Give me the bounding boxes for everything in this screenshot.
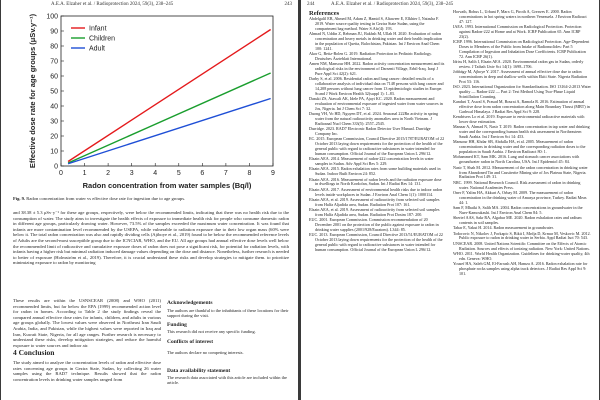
reference-item: WHO. 2011. World Health Organization. Guidelines for drinking-water quality, 4th edn. Geneva: WHO. <box>453 251 590 261</box>
x-tick-label: 8 <box>247 170 252 177</box>
figure-9 <box>13 10 283 195</box>
legend-label: Children <box>89 35 116 43</box>
series-line-adult <box>68 99 271 164</box>
x-tick-label: 5 <box>176 170 181 177</box>
body-paragraph-1: and 38.38 ± 5.3 μSv·y⁻¹ for these age groups, respectively, were below the recommended limits, indicating that there was no health risk due to the consumption of water. The study aims to investigate the health effects of exposure to immediate health risk for people who consume domestic radon in different age groups, particularly drawing water. However, 73.5% of the samples exceeded the maximum water concentration. It was found that infants are more contamination level recommended by the USEPA, while vulnerable to radiation exposure due to their low organ mass (60% were below it. The total radon concentration was also and rapidly dividing cells (Ajiboye et al., 2019) found to be below the recommended reference levels of Adults are the second-most susceptible group due to the ICNCIAR, WHO, and the EU. All age groups had annual effective dose levels well below the recommended limit of radioactive and cumulative exposure doses of radon does not pose a significant risk, for potential for radiation levels, with infants having a higher risk but minimal radiation induced damage values depending on the dose and distance. Nonetheless, further research is needed to better of exposure (Holmström et al., 2019). Therefore, it is crucial understand these risks and develop strategies to mitigate them. to prioritize minimizing exposure to radon by monitoring <box>13 210 289 266</box>
reference-item: Manzar A, Ahmad N, Nasir T. 2019. Radon concentration in tap water and drinking water and the corresponding human health risk assessment in Northeastern Saudi Arabia. Int J Environ Sci 14: 453. <box>453 124 590 140</box>
reference-item: Yousef HA, Saleh GM, El-Farrash AH, Hamza A. 2016. Radon exhalation rate for phosphate rocks samples using alpha track detectors. J Radiat Res Appl Sci 9: 101. <box>453 261 588 276</box>
figure-caption-text: Radon concentration from water vs effective dose rate for ingestion due to age groups. <box>26 196 186 201</box>
y-tick-label: 20 <box>50 133 58 141</box>
reference-item: Oner F, Yalim HA, Akkurt A, Orbay M. 2009. The measurement of radon concentration in the drinking water of Amasya province, Turkey. Radiat Meas 44: 1. <box>453 189 587 205</box>
figure-caption-label: Fig. 9. <box>13 196 26 201</box>
x-tick-label: 7 <box>223 170 228 177</box>
section-heading: 4 Conclusion <box>13 348 55 357</box>
running-title: A.E.A. Elzaher et al. / Radioprotection 2024, 59(3), 238–245 <box>331 2 454 7</box>
reference-item: Horvath, Bohus L, Urbani F, Marx G, Piroth A, Greaves E. 2000. Radon concentrations in hot spring waters in northern Venezuela. J Environ Radioact 47: 127. <box>453 9 587 24</box>
reference-item: Nasir T, Shah M. 2012. Measurement of the radon concentration in drinking water from Abandoned Tin and Cassiterite Mining site of Jos Plateau State, Nigeria. Radiation Prot 149: 31. <box>453 164 588 180</box>
reference-item: EUC. 2013. European Commission, Council Directive 2013/51/EURATOM of 22 October 2013 laying down requirements for the protection of the health of the general public with regard to radioactive substances in water intended for human consumption. Official Journal of the European Union L 296/12. <box>309 232 443 252</box>
reference-item: Mansour HH, Khdar SB, Abdulla HA, et al. 2005. Measurement of radon concentrations in drinking water and the corresponding radiation doses to the population in Saudi Arabia. J Environ Radioact 80: 1. <box>453 139 586 155</box>
reference-item: Darby S, et al. 2006. Residential radon and lung cancer: detailed results of a collaborative analysis of individual data on 7148 persons with lung cancer and 14,208 persons without lung cancer from 13 epidemiologic studies in Europe. Scand J Work Environ Health 32(suppl 1): 1–83. <box>309 76 444 96</box>
y-tick-label: 30 <box>50 118 58 126</box>
ack-text: The authors are thankful to the inhabitants of these locations for their support during the visit. <box>167 308 289 319</box>
references-column-2 <box>453 10 591 398</box>
reference-item: Mohammed KT, Sam MK. 2016. Lung and stomach cancer associations with groundwater radon in North Carolina, USA. Int J Epidemiol 45: 84. <box>453 154 580 165</box>
references-heading: References <box>309 10 340 17</box>
funding-text: This research did not receive any specific funding. <box>167 329 256 334</box>
conclusion-text: The study aimed to analyze the concentration levels of radon and effective dose rates concerning age groups in Gezira State, Sudan, by collecting 26 water samples using the RAD7 technique. Results showed that the radon concentration levels in drinking water samples ranged from <box>13 360 161 382</box>
reference-item: ISO. 2023. International Organization for Standardization. ISO 13164-2:2013 Water quality — Radon-222 — Part 2: Test Method Using Two-Phase Liquid Scintillation Counting. <box>453 84 591 99</box>
page-number: 244 <box>307 2 315 7</box>
reference-item: Duong VH, Vo HD, Nguyen DT, et al. 2024. Seasonal 222Rn activity in spring water from the natural radioactivity anomalies area in North Vietnam. J Radioanal Nucl Chem 333(5): 2557–2545. <box>309 111 439 126</box>
x-axis-label: Radon concentration from water samples (Bq/l) <box>82 181 252 190</box>
data-availability-text: The research data associated with this article are included within the article. <box>167 375 287 386</box>
reference-item: ICRP. 1996. International Commission on Radiological Protection. Age-Dependent Doses to Members of the Public from Intake of Radionuclides: Part 5 Compilation of Ingestion and Inhalation Dose Coefficients. ICRP Publication 72. Ann ICRP 26(1). <box>453 39 590 59</box>
conflicts-text: The authors declare no competing interests. <box>167 350 244 355</box>
x-tick-label: 4 <box>153 170 158 177</box>
reference-item: Kendrisers Lo et al. 2019. Exposure to environmental radioactive materials with lower dose estimation. <box>453 114 585 125</box>
y-tick-label: 40 <box>50 103 58 111</box>
y-tick-label: 50 <box>50 88 58 96</box>
reference-item: Kandari T, Aswal S, Prasad M, Bourai A, Ramola R. 2016. Estimation of annual effective dose from radon concentration along Main Boundary Thrust (MBT) in Garhwal Himalaya. J Radiat Res Appl Sci 9: 228. <box>453 99 590 114</box>
running-title: A.E.A. Elzaher et al. / Radioprotection 2024, 59(3), 238–245 <box>51 2 174 7</box>
reference-item: Akor G, Betiz-Bolen G. 2019. Radiation Protection in Pediatric Radiology. Deutsches Ärzteblatt International. <box>309 50 432 61</box>
series-line-children <box>68 73 271 163</box>
reference-item: EC. 2015. European Commission, Council Directive 2015/1787/EURATOM of 22 October 2013 laying down requirements for the protection of the health of the general public with regard to radioactive substances in water intended for human consumption. Official Journal of the European Union L 296/12. <box>309 136 445 156</box>
reference-item: NRC. 1999. National Research Council. Risk assessment of radon in drinking water. National Academies Press. <box>453 179 581 190</box>
body-paragraph-2: These results are within the USNSCEAR (2008) and WHO (2011) recommended limits, but far below the EPA (1999) recommended action level for radon in homes. According to Table 2 the study findings reveal the compared annual effective dose rates for infants, children, and adults in various age groups globally. The lowest values were observed in Northeast Iran Saudi Arabia, India, and Pakistan, while the highest values were reported in Iraq and Iran, Kuwait State, Nigeria, for all age ranges. Further research is necessary to understand these risks, develop mitigation strategies, and reduce the harmful exposure to water sources and indoor air. <box>13 298 161 348</box>
y-tick-label: 60 <box>50 73 58 81</box>
reference-item: Elzain AEA. 2014. Measurement of radon-222 concentration levels in water samples in Sudan. Adv Appl Sci Res 5: 229. <box>309 156 434 166</box>
reference-item: Elzain AEA. 2017. Assessment of environmental health risks due to indoor radon levels inside workplaces in Sudan. J Environ Anal Chem 1(1): 1000114. <box>309 186 443 197</box>
y-axis-label: Effective dose rate for age groups (μSv.y⁻¹) <box>28 13 37 169</box>
y-tick-label: 70 <box>50 58 58 66</box>
figure-caption <box>13 196 289 202</box>
reference-item: Elzain AEA, et al. 2019. Assessment of radioactivity from selected soil samples from Halfa Aljadida area, Sudan. Radiation Prot 107: 161. <box>309 196 440 207</box>
line-chart <box>13 10 283 195</box>
reference-item: Amen NM, Mansour HH. 2022. Radon activity concentration measurement and its radiological risks in the environment of Darsenti Village, Erbil-Iraq. Iraqi J Pure Appl Sci 42(2): 621. <box>309 61 445 76</box>
legend-label: Infant <box>89 25 107 33</box>
left-page <box>1 0 298 400</box>
y-tick-label: 10 <box>50 148 58 156</box>
reference-item: Todorovic N, Nikolov J, Forkapic S, Bikit I, Mrdja D, Krmar M, Veskovic M. 2012. Public exposure to radon in drinking water in Serbia. Appl Radiat Isot 70: 543. <box>453 230 591 241</box>
ack-heading: Acknowledgements <box>167 300 213 306</box>
reference-item: Sam F, Mhaiki S, Salih MA. 2004. Radon concentrations in groundwater in the Nuer-Kamoukashi. Int J Environ Anal Chem 84: 5. <box>453 204 583 215</box>
data-availability-heading: Data availability statement <box>167 368 231 374</box>
reference-item: Elzain AEA, et al. 2019. Assessment of radioactivity from selected soil samples from Halfa Aljadida area, Sudan. Radiation Prot Dosim 187: 200. <box>309 207 440 217</box>
reference-item: UNSCEAR. 2008. United Nations Scientific Committee on the Effects of Atomic Radiation. Sources and effects of ionizing radiation. New York: United Nations. <box>453 240 590 251</box>
x-tick-label: 6 <box>200 170 205 177</box>
reference-item: Dasuki ZS, Atawali AK, Idele PA, Ajayi KC. 2020. Radon measurement and evaluation of environmental exposure of ingested water from water sources in Jos, Nigeria. Int J Chem Sci 7: 32. <box>309 96 443 111</box>
x-tick-label: 1 <box>82 170 87 177</box>
legend-label: Adult <box>89 45 105 53</box>
x-tick-label: 9 <box>271 170 275 177</box>
y-tick-label: 100 <box>46 13 58 21</box>
x-tick-label: 0 <box>59 170 63 177</box>
y-tick-label: 90 <box>50 28 58 36</box>
reference-item: EUC. 2001. European Commission. Commission recommendation of 20 December 2001 on the protection of the public against exposure to radon in drinking water supplies (2001/928/Euratom). L344: 85. <box>309 217 439 232</box>
reference-item: Durridge. 2023. RAD7 Electronic Radon Detector User Manual. Durridge Company Inc. <box>309 126 431 136</box>
reference-item: Tabar E, Yakut H. 2014. Radon measurement in groundwater. <box>453 225 554 231</box>
x-tick-label: 3 <box>129 170 134 177</box>
x-tick-label: 2 <box>106 170 111 177</box>
references-column-1 <box>309 17 445 397</box>
funding-heading: Funding <box>167 322 187 328</box>
reference-item: Idriss H, Salih I, Elzain AEA. 2020. Environmental radon gas in Sudan, orderly review. J Taibah Univ Sci 14(1): 1698–1706. <box>453 58 584 69</box>
reference-item: Elzain AEA. 2016. Measurement of radon levels and the radiation exposure dose in dwellings in North Kordofan, Sudan. Int J Radiat Res 14: 131. <box>309 176 442 187</box>
conflicts-heading: Conflicts of interest <box>167 339 214 345</box>
y-tick-label: 0 <box>54 163 58 171</box>
reference-item: IAEA. 1993. International Commission on Radiological Protection. Protection against Radon-222 at Home and at Work. ICRP Publication 65. Ann ICRP 23(2). <box>453 24 582 39</box>
reference-item: Sherief AAS, Sakr RA, Algabar ME. 2020. Radon exhalation rates and radium contents in soil samples. <box>453 215 582 225</box>
reference-item: Elzain AEA. 2015. Radon exhalation rates from some building materials used in Sudan. Indoor Built Environ 24: 852. <box>309 166 441 177</box>
right-page <box>301 0 599 400</box>
reference-item: Ahmad N, Uddin Z, Rehman JU, Bakhsh M, Ullah H. 2020. Evaluation of radon concentration and heavy metals in drinking water and their health implication in the population of Quetta, Balochistan, Pakistan. Int J Environ Anal Chem 100: 1241. <box>309 31 443 51</box>
reference-item: Jobbágy M, Ajboye Y. 2017. Assessment of annual effective dose due to radon concentrations in deep and shallow wells within Ekiti State. Nigeria Radiation Prot 53: 116. <box>453 69 588 84</box>
y-tick-label: 80 <box>50 43 58 51</box>
reference-item: Abdelgalil EB, Ahmed M, Adam Z, Hamid S, Altaweer E, Elkhier I, Natasha F. 2019. Water source quality testing in Gezira State Sudan, using the compartment bag method. Water S.Afr(4): 193. <box>309 16 439 31</box>
page-number: 243 <box>284 2 292 7</box>
